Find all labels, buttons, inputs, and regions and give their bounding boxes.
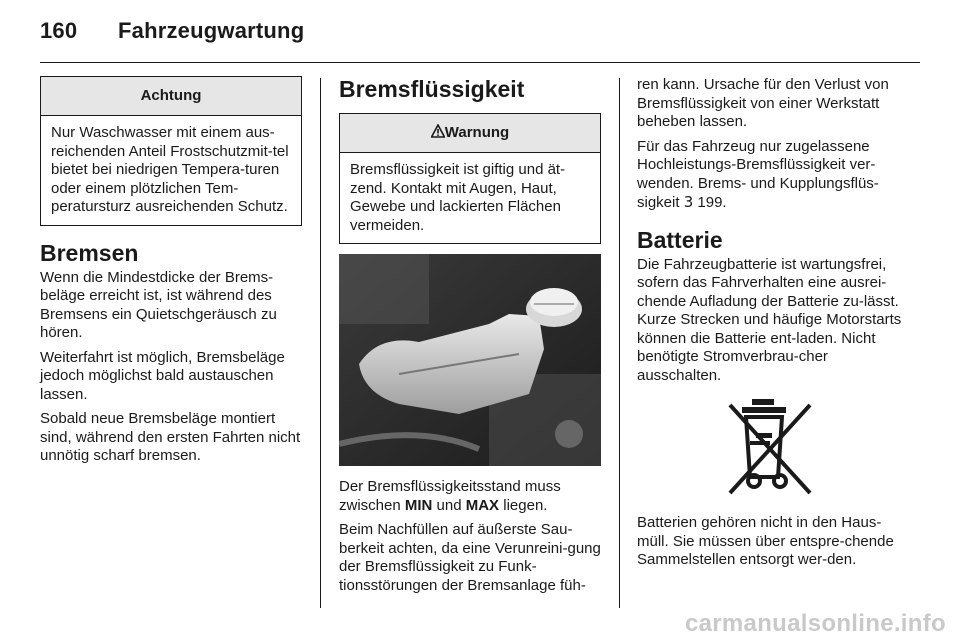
brakes-paragraph-1: Wenn die Mindestdicke der Brems-beläge erreicht ist, ist während des Bremsens ein Quietschgeräusch zu hören. xyxy=(40,268,277,341)
column-3 xyxy=(637,76,903,576)
column-divider-2 xyxy=(619,78,620,608)
refill-cleanliness-text: Beim Nachfüllen auf äußerste Sau-berkeit achten, da eine Verunreini-gung der Bremsflüssigkeit zu Funk-tionsstörungen der Bremsanlage füh- xyxy=(339,521,601,594)
max-mark: MAX xyxy=(465,496,500,514)
warning-title: Warnung xyxy=(444,124,510,141)
header-divider xyxy=(40,62,920,63)
column-2 xyxy=(339,76,601,601)
section-title-battery: Batterie xyxy=(637,226,723,253)
caution-title: Achtung xyxy=(41,77,301,116)
section-title-brakes: Bremsen xyxy=(40,239,139,266)
brakes-paragraph-3: Sobald neue Bremsbeläge montiert sind, während den ersten Fahrten nicht unnötig scharf bremsen. xyxy=(40,410,301,464)
crossed-out-bin-icon xyxy=(722,395,818,499)
page-number: 160 xyxy=(40,18,78,43)
page-header xyxy=(40,18,304,44)
warning-triangle-icon xyxy=(431,124,445,138)
column-divider-1 xyxy=(320,78,321,608)
warning-box xyxy=(339,113,601,244)
brake-fluid-reservoir-photo xyxy=(339,254,601,466)
brakes-paragraph-2: Weiterfahrt ist möglich, Bremsbeläge jedoch möglichst bald austauschen lassen. xyxy=(40,348,285,403)
min-mark: MIN xyxy=(404,496,433,514)
page-reference-arrow-icon: 3 xyxy=(683,193,694,211)
caution-box xyxy=(40,76,302,226)
page-reference: 199. xyxy=(693,194,727,211)
column-1 xyxy=(40,76,302,472)
fluid-level-text: Der Bremsflüssigkeitsstand muss zwischen MIN und MAX liegen. xyxy=(339,478,561,514)
caution-text: Nur Waschwasser mit einem aus-reichenden Anteil Frostschutzmit-tel bietet bei niedrigen Tempera-turen oder einem plötzlichen Tem-peratursturz ausreichenden Schutz. xyxy=(51,124,289,215)
battery-disposal-text: Batterien gehören nicht in den Haus-müll. Sie müssen über entspre-chende Sammelstellen entsorgt wer-den. xyxy=(637,514,894,568)
fluid-loss-text: ren kann. Ursache für den Verlust von Bremsflüssigkeit von einer Werkstatt beheben lassen. xyxy=(637,76,889,130)
battery-text: Die Fahrzeugbatterie ist wartungsfrei, sofern das Fahrverhalten eine ausrei-chende Aufladung der Batterie zu-lässt. Kurze Strecken und häufige Motorstarts können die Batterie ent-laden. Nicht benötigte Stromverbrau-cher ausschalten. xyxy=(637,255,902,384)
approved-fluid-text: Für das Fahrzeug nur zugelassene Hochleistungs-Bremsflüssigkeit ver-wenden. Brems- und Kupplungsflüs-sigkeit 3 199. xyxy=(637,137,879,211)
warning-header xyxy=(340,114,600,153)
chapter-title: Fahrzeugwartung xyxy=(118,18,305,43)
section-title-brake-fluid: Bremsflüssigkeit xyxy=(339,76,525,102)
warning-text: Bremsflüssigkeit ist giftig und ät-zend. Kontakt mit Augen, Haut, Gewebe und lackierten Flächen vermeiden. xyxy=(350,161,566,234)
recycling-symbol xyxy=(637,395,903,504)
watermark: carmanualsonline.info xyxy=(684,610,946,637)
